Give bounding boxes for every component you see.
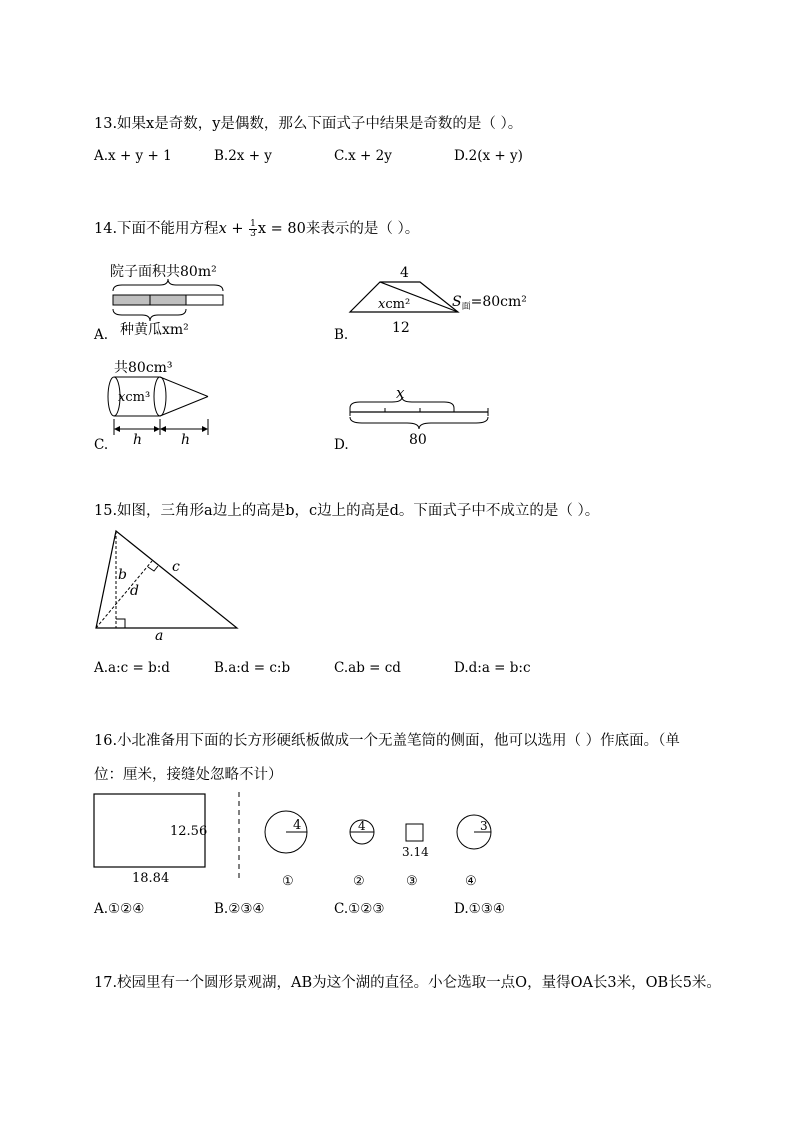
q16-shape2-value: 4 xyxy=(358,819,366,833)
figd-total: 80 xyxy=(409,432,427,448)
q15-option-b[interactable]: B.a:d = c:b xyxy=(214,660,291,676)
q14-option-b-letter[interactable]: B. xyxy=(334,327,349,343)
q14-figure-c xyxy=(100,355,230,450)
question-15-stem: 15.如图，三角形a边上的高是b，c边上的高是d。下面式子中不成立的是（ ）。 xyxy=(94,503,600,519)
q15-option-c[interactable]: C.ab = cd xyxy=(334,660,401,676)
figc-h1: h xyxy=(133,432,143,448)
q14-eq-rest: x = 80 xyxy=(257,221,306,237)
figa-top-label: 院子面积共80m² xyxy=(110,264,217,280)
figb-top-value: 4 xyxy=(400,265,409,281)
figc-h2: h xyxy=(181,432,191,448)
question-17-stem: 17.校园里有一个圆形景观湖，AB为这个湖的直径。小仑选取一点O，量得OA长3米，OB长5米。 xyxy=(94,975,721,991)
q15-label-c: c xyxy=(172,559,180,575)
q14-stem-pre: 14.下面不能用方程 xyxy=(94,221,219,237)
q13-option-a[interactable]: A.x + y + 1 xyxy=(94,148,172,164)
q16-shape4-value: 3 xyxy=(480,819,488,833)
q16-option-a[interactable]: A.①②④ xyxy=(94,901,145,917)
question-14-stem xyxy=(94,217,419,239)
q16-shape3-number: ③ xyxy=(406,874,418,889)
q15-option-d[interactable]: D.d:a = b:c xyxy=(454,660,531,676)
q13-option-d[interactable]: D.2(x + y) xyxy=(454,148,523,164)
q14-eq-var: x xyxy=(218,221,227,237)
q16-shape2-number: ② xyxy=(353,874,365,889)
q14-eq-plus: + xyxy=(226,221,249,237)
q13-option-c[interactable]: C.x + 2y xyxy=(334,148,392,164)
q16-option-b[interactable]: B.②③④ xyxy=(214,901,265,917)
figb-area-label: $S_面=80cm^2$ xyxy=(452,294,527,312)
q14-figure-a xyxy=(100,262,240,342)
q14-frac-den: 3 xyxy=(250,228,256,239)
q14-option-c-letter[interactable]: C. xyxy=(94,437,109,453)
q14-figure-d xyxy=(340,380,500,450)
figc-inside-label: xcm³ xyxy=(118,390,151,405)
q14-frac-num: 1 xyxy=(250,218,256,229)
question-16-stem-line1: 16.小北准备用下面的长方形硬纸板做成一个无盖笔筒的侧面，他可以选用（ ）作底面。（单 xyxy=(94,733,680,749)
q16-option-c[interactable]: C.①②③ xyxy=(334,901,385,917)
q15-option-a[interactable]: A.a:c = b:d xyxy=(94,660,170,676)
q15-label-b: b xyxy=(118,567,127,583)
question-16-stem-line2: 位：厘米，接缝处忽略不计） xyxy=(94,767,283,783)
q16-shape4-number: ④ xyxy=(465,874,477,889)
figc-top-label: 共80cm³ xyxy=(114,360,173,376)
q16-shape3-value: 3.14 xyxy=(402,845,429,859)
q16-rect-height: 12.56 xyxy=(170,824,208,839)
q16-option-d[interactable]: D.①③④ xyxy=(454,901,505,917)
figa-bottom-label: 种黄瓜xm² xyxy=(120,322,189,338)
figb-inside-label: xcm² xyxy=(378,297,411,312)
figd-x-label: x xyxy=(396,384,405,402)
q16-figure xyxy=(90,790,510,890)
q14-fraction xyxy=(249,220,257,239)
q16-shape1-value: 4 xyxy=(293,818,302,833)
q16-shape1-number: ① xyxy=(282,874,294,889)
q15-triangle-figure xyxy=(90,525,250,645)
q16-square-3 xyxy=(406,824,423,841)
q14-option-a-letter[interactable]: A. xyxy=(94,327,109,343)
q14-option-d-letter[interactable]: D. xyxy=(334,437,349,453)
q13-option-b[interactable]: B.2x + y xyxy=(214,148,272,164)
figb-bottom-value: 12 xyxy=(392,320,410,336)
question-13-stem: 13.如果x是奇数，y是偶数，那么下面式子中结果是奇数的是（ ）。 xyxy=(94,116,523,132)
q16-rect-width: 18.84 xyxy=(132,871,170,886)
q15-label-a: a xyxy=(155,628,164,644)
q15-label-d: d xyxy=(130,583,139,599)
q14-figure-b xyxy=(340,262,540,342)
q14-stem-post: 来表示的是（ ）。 xyxy=(305,221,420,237)
